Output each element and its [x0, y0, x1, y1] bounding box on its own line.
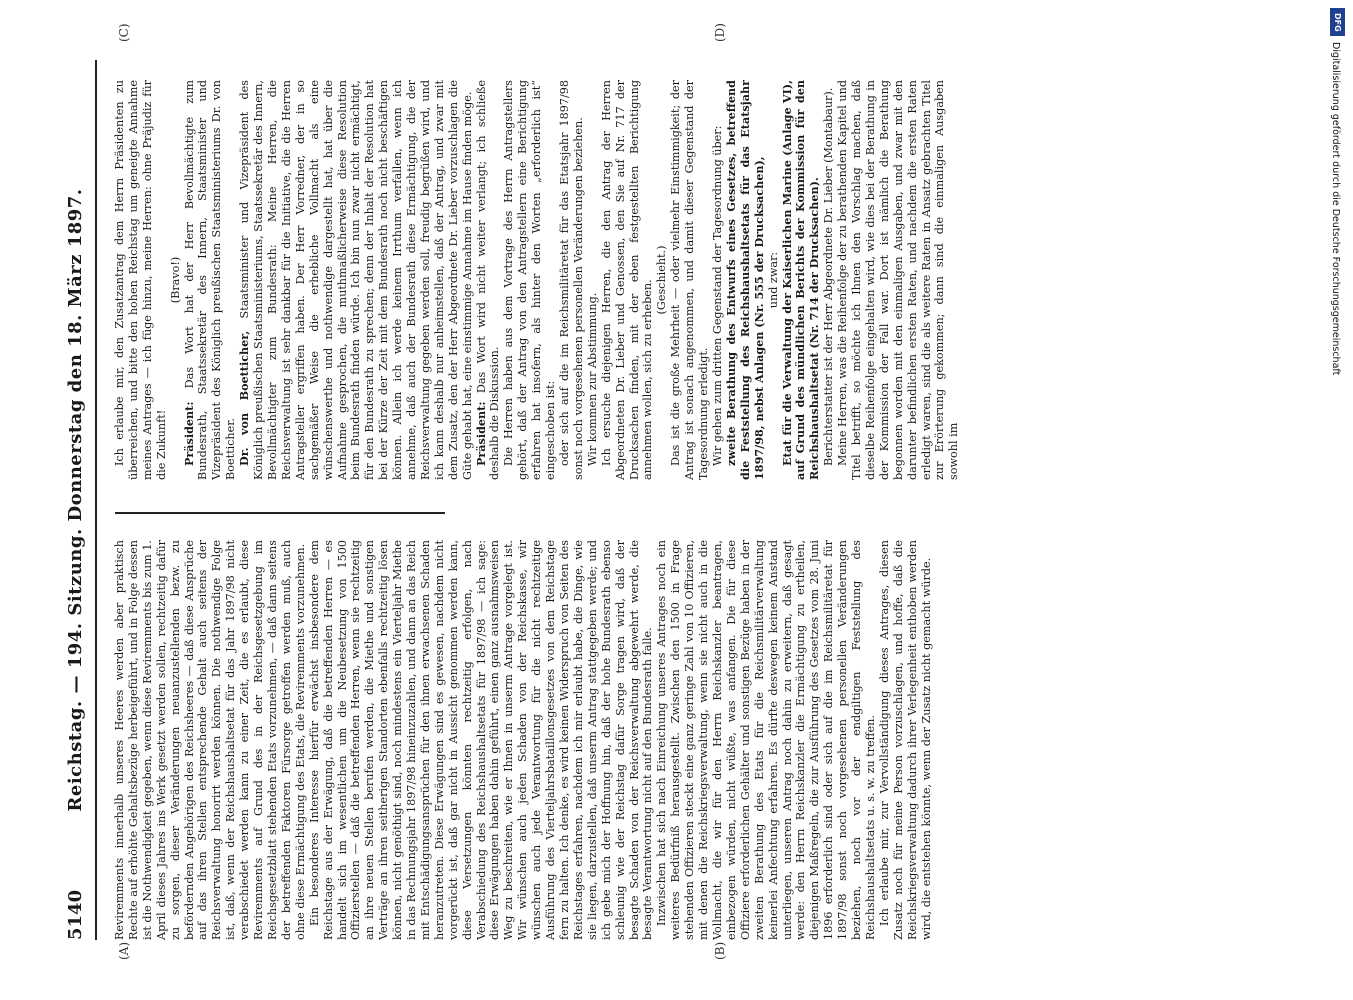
paragraph: Das Wort wird nicht weiter verlangt; ich schließe deshalb die Diskussion.: [474, 80, 502, 480]
interjection: (Bravo!): [168, 256, 182, 304]
paragraph: Wir kommen zur Abstimmung.: [585, 292, 599, 466]
paragraph: Das ist die große Mehrheit — oder vielmehr Einstimmigkeit; der Antrag ist sonach angenommen, und damit dieser Gegenstand der Tagesordnung erledigt.: [669, 80, 711, 480]
paragraph: Reviremments innerhalb unseres Heeres werden aber praktisch Rechte auf erhöhte Gehaltsbezüge herbeigeführt, und in Folge dessen ist die Nothwendigkeit gegeben, wenn diese Reviremments bis zum 1. April dieses Jahres ins Werk gesetzt werden sollen, rechtzeitig dafür zu sorgen, dieser Veränderungen neuanzustellenden bezw. zu befördernden Angehörigen des Reichsheeres — daß diese Ansprüche auf das ihren Stellen entsprechende Gehalt auch seitens der Reichsverwaltung honorirt werden können. Die nothwendige Folge ist, daß, wenn der Reichshaushaltsetat für das Jahr 1897/98 nicht verabschiedet werden kann zu einer Zeit, die es erlaubt, diese Reviremments auf Grund des in der Reichsgesetzgebung im Reichsgesetzblatt stehenden Etats vorzunehmen, — daß dann seitens der betreffenden Faktoren Fürsorge getroffen werden muß, auch ohne diese Ermächtigung des Etats, die Reviremments vorzunehmen.: [113, 540, 307, 940]
paragraph: Ich erlaube mir, zur Vervollständigung dieses Antrages, diesen Zusatz noch für meine Person vorzuschlagen, und hoffe, daß die Reichskriegsverwaltung dadurch ihrer Verlegenheit enthoben werden wird, die entstehen könnte, wenn der Zusatz nicht gemacht würde.: [877, 540, 933, 940]
interjection: (Geschieht.): [655, 245, 669, 315]
right-column: [113, 80, 1263, 480]
running-head: Reichstag. — 194. Sitzung. Donnerstag den 18. März 1897.: [65, 188, 86, 812]
paragraph: Meine Herren, was die Reihenfolge der zu berathenden Kapitel und Titel betrifft, so möchte ich Ihnen den Vorschlag machen, daß dieselbe Reihenfolge eingehalten wird, wie dies bei der Berathung in der Kommission der Fall war. Dort ist nämlich die Berathung begonnen worden mit den einmaligen Ausgaben, und zwar mit den darunter befindlichen ersten Raten, und nachdem die ersten Raten erledigt waren, sind die als weitere Raten in Ansatz gebrachten Titel zur Erörterung gekommen; dann sind die einmaligen Ausgaben sowohl im: [836, 80, 961, 480]
margin-marker-c: (C): [117, 23, 131, 42]
digitization-notice: [1329, 8, 1347, 998]
paragraph: und zwar:: [766, 251, 780, 309]
agenda-item: Etat für die Verwaltung der Kaiserlichen Marine (Anlage VI), auf Grund des mündlichen Berichts der Kommission für den Reichshaushaltsetat (Nr. 714 der Drucksachen).: [779, 80, 822, 480]
paragraph: Staatsminister und Vizepräsident des Königlich preußischen Staatsministeriums, Staatssekretär des Innern, Bevollmächtigter zum Bundesrath: Meine Herren, die Reichsverwaltung ist sehr dankbar für die Initiative, die die Herren Antragsteller ergriffen haben. Der Herr Vorredner, der in so sachgemäßer Weise die erhebliche Vollmacht als eine wünschenswerthe und nothwendige dargestellt hat, hat über die Aufnahme gesprochen, die muthmaßlicherweise diese Resolution beim Bundesrath finden würde. Ich bin nun zwar nicht ermächtigt, für den Bundesrath zu sprechen; denn der Inhalt der Resolution hat bei der Kürze der Zeit mit dem Bundesrath noch nicht beschäftigen können. Allein ich werde keinem Irrthum verfallen, wenn ich annehme, daß auch der Bundesrath diese Ermächtigung, die der Reichsverwaltung gegeben werden soll, freudig begrüßen wird, und ich kann deshalb nur anheimstellen, daß der Antrag, und zwar mit dem Zusatz, den der Herr Abgeordnete Dr. Lieber vorzuschlagen die Güte gehabt hat, eine einstimmige Annahme im Hause finden möge.: [238, 80, 474, 480]
digitization-notice-text: Digitalisierung gefördert durch die Deutsche Forschungsgemeinschaft: [1330, 42, 1341, 376]
paragraph: Die Herren haben aus dem Vortrage des Herrn Antragstellers gehört, daß der Antrag von den Antragstellern eine Berichtigung erfahren hat insofern, als hinter den Worten „erforderlich ist“ eingeschoben ist:: [502, 80, 558, 480]
paragraph: Ich ersuche diejenigen Herren, die den Antrag der Herren Abgeordneten Dr. Lieber und Genossen, den Sie auf Nr. 717 der Drucksachen finden, mit der eben festgestellten Berichtigung annehmen wollen, sich zu erheben.: [599, 80, 655, 480]
paragraph: Berichterstatter ist der Herr Abgeordnete Dr. Lieber (Montabaur).: [822, 87, 836, 466]
page-number: 5140: [65, 889, 86, 940]
margin-marker-a: (A): [117, 941, 131, 960]
paragraph: Ein besonderes Interesse hierfür erwächst insbesondere dem Reichstage aus der Erwägung, daß die betreffenden Herren — es handelt sich im wesentlichen um die Neubesetzung von 1500 Offizierstellen — daß die betreffenden Herren, wenn sie rechtzeitig an ihre neuen Stellen berufen werden, die Miethe und sonstigen Verträge an ihren seitherigen Standorten ebenfalls rechtzeitig lösen können, nicht genöthigt sind, noch mindestens ein Vierteljahr Miethe in das Rechnungsjahr 1897/98 hineinzuzahlen, und dann an das Reich mit Entschädigungsansprüchen für den ihnen erwachsenen Schaden heranzutreten. Diese Erwägungen sind es gewesen, nachdem nicht vorgerückt ist, daß gar nicht in Aussicht genommen werden kann, diese Versetzungen könnten rechtzeitig erfolgen, nach Verabschiedung des Reichshaushaltsetats für 1897/98 — ich sage: diese Erwägungen haben dahin geführt, einen ganz ausnahmsweisen Weg zu beschreiten, wie er Ihnen in unserm Antrage vorgelegt ist. Wir wünschen auch jeden Schaden von der Reichskasse, wir wünschen auch jede Verantwortung für die nicht rechtzeitige Ausführung des Vierteljahrsbataillonsgesetzes von dem Reichstage fern zu halten. Ich denke, es wird keinen Widerspruch von Seiten des Reichstages erfahren, nachdem ich mir erlaubt habe, die Dinge, wie sie liegen, darzustellen, daß unserm Antrag stattgegeben werde; und ich gebe mich der Hoffnung hin, daß der hohe Bundesrath ebenso schleunig wie der Reichstag dafür Sorge tragen wird, daß der besagte Schaden von der Reichsverwaltung abgewehrt werde, die besagte Verantwortung nicht auf den Bundesrath falle.: [307, 540, 655, 940]
speaker-label: Dr. von Boetticher,: [237, 330, 252, 466]
paragraph: oder sich auf die im Reichsmilitäretat für das Etatsjahr 1897/98 sonst noch vorgesehenen personellen Veränderungen beziehen.: [558, 80, 585, 480]
agenda-item: zweite Berathung des Entwurfs eines Gesetzes, betreffend die Feststellung des Reichshaushaltsetats für das Etatsjahr 1897/98, nebst Anlagen (Nr. 555 der Drucksachen),: [723, 80, 766, 480]
speaker-label: Präsident:: [181, 401, 196, 466]
left-column: [113, 540, 1263, 940]
paragraph: Das Wort hat der Herr Bevollmächtigte zum Bundesrath, Staatssekretär des Innern, Staatsminister und Vizepräsident des Königlich preußischen Staatsministeriums Dr. von Boetticher.: [182, 80, 238, 480]
rotated-page: [25, 0, 1295, 1000]
paragraph: Inzwischen hat sich nach Einreichung unseres Antrages noch ein weiteres Bedürfniß herausgestellt. Zwischen den 1500 in Frage stehenden Offizieren steckt eine ganz geringe Zahl von 10 Offizieren, mit denen die Reichskriegsverwaltung, wenn sie nicht auch in die Vollmacht, die wir für den Herrn Reichskanzler beantragen, einbezogen würden, nicht wüßte, was anfangen. Die für diese Offiziere erforderlichen Gehälter und sonstigen Bezüge haben in der zweiten Berathung des Etats für die Reichsmilitärverwaltung keinerlei Anfechtung erfahren. Es dürfte deswegen keinem Anstand unterliegen, unseren Antrag noch dahin zu erweitern, daß gesagt werde: den Herrn Reichskanzler die Ermächtigung zu ertheilen, diejenigen Maßregeln, die zur Ausführung des Gesetzes vom 28. Juni 1896 erforderlich sind oder sich auf die im Reichsmilitäretat für 1897/98 sonst noch vorgesehenen personellen Veränderungen beziehen, noch vor der endgiltigen Feststellung des Reichshaushaltsetats u. s. w. zu treffen.: [655, 540, 877, 940]
speaker-label: Präsident:: [473, 401, 488, 466]
margin-marker-d: (D): [713, 23, 727, 42]
paragraph: Ich erlaube mir, den Zusatzantrag dem Herrn Präsidenten zu überreichen, und bitte den hohen Reichstag um geneigte Annahme meines Antrages — ich füge hinzu, meine Herren: ohne Präjudiz für die Zukunft!: [113, 80, 168, 480]
column-rule: [115, 512, 445, 514]
margin-marker-b: (B): [713, 941, 727, 960]
page-header: [25, 60, 97, 940]
dfg-logo: DFG: [1330, 8, 1345, 36]
paragraph: Wir gehen zum dritten Gegenstand der Tagesordnung über:: [710, 125, 724, 466]
